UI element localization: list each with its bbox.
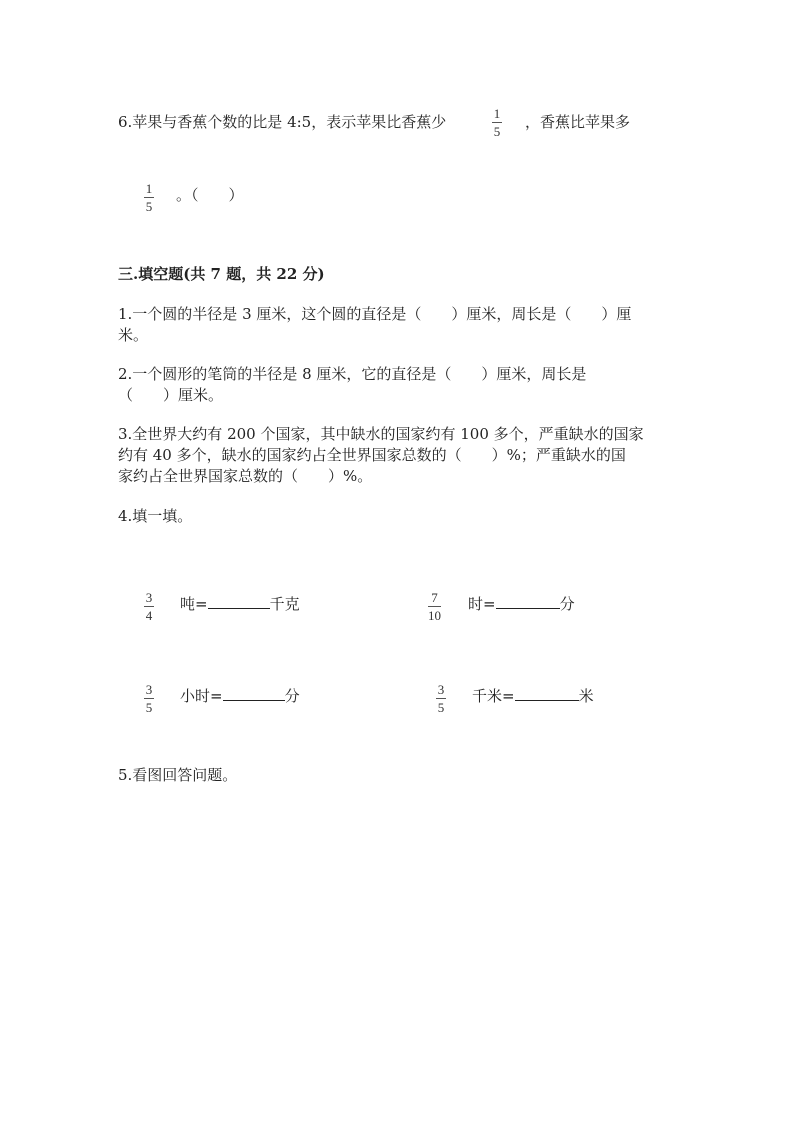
q2-line2: （ ）厘米。 bbox=[118, 386, 224, 404]
q4-item2-numerator: 7 bbox=[431, 590, 438, 605]
q4-item3-expression bbox=[180, 686, 300, 705]
q4-item3-unit-before: 小时= bbox=[180, 687, 223, 705]
q4-item1-unit-after: 千克 bbox=[269, 595, 300, 613]
q5-title: 5.看图回答问题。 bbox=[118, 766, 238, 784]
q1-line1: 1.一个圆的半径是 3 厘米，这个圆的直径是（ ）厘米，周长是（ ）厘 bbox=[118, 305, 632, 323]
q4-item4-fraction bbox=[436, 682, 446, 715]
section-heading: 三.填空题(共 7 题，共 22 分) bbox=[118, 265, 325, 283]
q4-item4-unit-after: 米 bbox=[578, 687, 594, 705]
q6-fraction-a bbox=[492, 106, 502, 139]
q3-line1: 3.全世界大约有 200 个国家，其中缺水的国家约有 100 多个，严重缺水的国家 bbox=[118, 425, 644, 443]
q4-item3-denominator: 5 bbox=[145, 700, 153, 715]
q4-item3-answer-blank[interactable] bbox=[223, 686, 285, 701]
q6-fraction-a-numerator: 1 bbox=[493, 106, 501, 121]
q6-text-b: ，香蕉比苹果多 bbox=[525, 113, 631, 131]
q4-item2-unit-after: 分 bbox=[559, 595, 575, 613]
q1-line2: 米。 bbox=[118, 326, 149, 344]
q6-fraction-b bbox=[144, 181, 154, 214]
q4-item2-answer-blank[interactable] bbox=[496, 594, 560, 609]
q2-line1: 2.一个圆形的笔筒的半径是 8 厘米，它的直径是（ ）厘米，周长是 bbox=[118, 365, 587, 383]
q4-title: 4.填一填。 bbox=[118, 507, 193, 525]
q6-fraction-b-denominator: 5 bbox=[145, 199, 153, 214]
q4-item4-answer-blank[interactable] bbox=[515, 686, 579, 701]
q4-item1-denominator: 4 bbox=[145, 608, 153, 623]
q4-item2-unit-before: 时= bbox=[468, 595, 496, 613]
q6-text-a: 6.苹果与香蕉个数的比是 4:5，表示苹果比香蕉少 bbox=[118, 113, 447, 131]
q4-item1-numerator: 3 bbox=[145, 590, 153, 605]
fraction-bar bbox=[436, 698, 446, 699]
q4-item1-answer-blank[interactable] bbox=[208, 594, 270, 609]
q6-fraction-a-denominator: 5 bbox=[493, 124, 501, 139]
q4-item1-expression bbox=[180, 594, 300, 613]
q6-fraction-b-numerator: 1 bbox=[145, 181, 153, 196]
q4-item3-numerator: 3 bbox=[145, 682, 153, 697]
q4-item2-expression bbox=[468, 594, 575, 613]
fraction-bar bbox=[144, 698, 154, 699]
q4-item4-numerator: 3 bbox=[437, 682, 445, 697]
q4-item3-unit-after: 分 bbox=[284, 687, 300, 705]
q4-item2-fraction bbox=[428, 590, 441, 623]
q4-item3-fraction bbox=[144, 682, 154, 715]
q4-item2-denominator: 10 bbox=[428, 608, 441, 623]
q4-item4-denominator: 5 bbox=[437, 700, 445, 715]
q4-item4-expression bbox=[472, 686, 594, 705]
q3-line2: 约有 40 多个，缺水的国家约占全世界国家总数的（ ）%；严重缺水的国 bbox=[118, 446, 626, 464]
fraction-bar bbox=[144, 606, 154, 607]
q4-item1-unit-before: 吨= bbox=[180, 595, 208, 613]
fraction-bar bbox=[428, 606, 441, 607]
q6-text-c: 。（ ） bbox=[176, 186, 244, 204]
q4-item4-unit-before: 千米= bbox=[472, 687, 515, 705]
fraction-bar bbox=[492, 122, 502, 123]
q4-item1-fraction bbox=[144, 590, 154, 623]
fraction-bar bbox=[144, 197, 154, 198]
q3-line3: 家约占全世界国家总数的（ ）%。 bbox=[118, 467, 373, 485]
